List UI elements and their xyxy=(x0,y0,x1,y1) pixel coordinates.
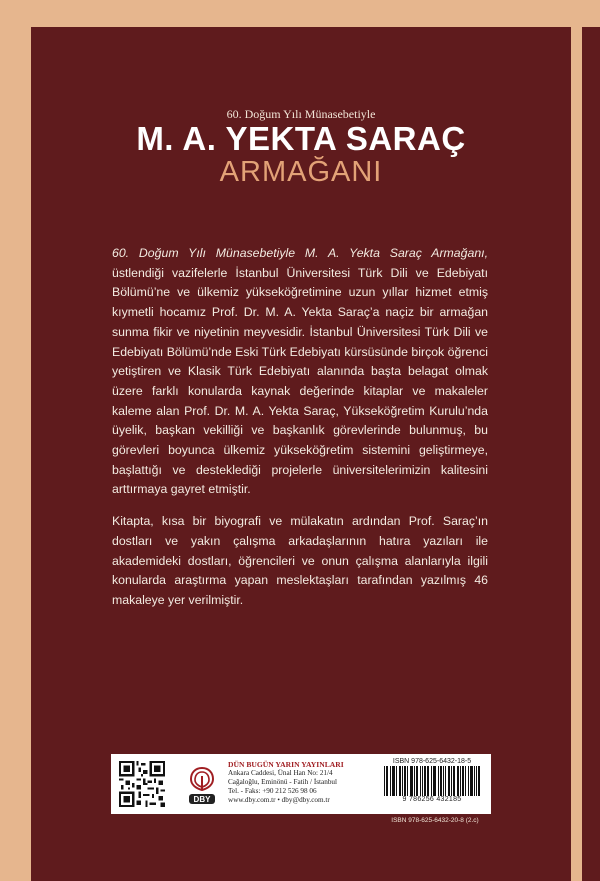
logo-text: DBY xyxy=(193,795,211,804)
book-subtitle: 60. Doğum Yılı Münasebetiyle xyxy=(226,107,376,121)
book-title: M. A. YEKTA SARAÇ xyxy=(136,120,466,157)
book-title-second-line: ARMAĞANI xyxy=(219,156,383,188)
publisher-name: DÜN BUGÜN YARIN YAYINLARI xyxy=(228,760,344,769)
paragraph-1 xyxy=(112,244,488,500)
publisher-info-box xyxy=(111,754,491,814)
isbn-barcode-area xyxy=(377,758,487,810)
barcode-icon xyxy=(384,766,480,796)
publisher-address-line-1: Ankara Caddesi, Ünal Han No: 21/4 xyxy=(228,769,333,777)
barcode-digits: 9 786256 432185 xyxy=(402,796,462,803)
secondary-isbn: ISBN 978-625-6432-20-8 (2.c) xyxy=(391,817,479,824)
publisher-phone: Tel. - Faks: +90 212 526 98 06 xyxy=(228,787,317,795)
qr-code-icon xyxy=(119,761,165,807)
back-cover-text xyxy=(112,244,488,623)
paragraph-1-italic-lead: 60. Doğum Yılı Münasebetiyle M. A. Yekta Saraç Armağanı, xyxy=(112,246,488,260)
dby-logo xyxy=(185,764,219,808)
paragraph-1-text: üstlendiği vazifelerle İstanbul Üniversitesi Türk Dili ve Edebiyatı Bölümü’ne ve ülkemiz yükseköğretimine uzun yıllar hizmet etmiş kıymetli hocamız Prof. Dr. M. A. Yekta Saraç’a naçiz bir armağan sunma fikir ve niyetinin meyvesidir. İstanbul Üniversitesi Türk Dili ve Edebiyatı Bölümü’nde Eski Türk Edebiyatı kürsüsünde birçok öğrenci yetiştiren ve Klasik Türk Edebiyatı alanında başta belagat olmak üzere farklı konularda kaynak değerinde kitaplar ve makaleler kaleme alan Prof. Dr. M. A. Yekta Saraç, Yükseköğretim Kurulu’nda üyelik, başkan vekilliği ve başkanlık görevlerinde bulunmuş, bu görevleri boyunca ülkemiz yükseköğretim sistemini geliştirmeye, başlattığı ve desteklediği projelerle üniversitelerimizin kalitesini arttırmaya gayret etmiştir. xyxy=(112,265,488,497)
paragraph-2: Kitapta, kısa bir biyografi ve mülakatın ardından Prof. Saraç’ın dostları ve yakın çalışma arkadaşlarının hatıra yazıları ile akademideki dostları, öğrencileri ve onun çalışma alanlarıyla ilgili konularda araştırma yapan meslektaşları tarafından yazılmış 46 makaleye yer verilmiştir. xyxy=(112,514,488,607)
publisher-details xyxy=(228,760,368,805)
publisher-web: www.dby.com.tr • dby@dby.com.tr xyxy=(228,796,330,804)
publisher-address-line-2: Cağaloğlu, Eminönü - Fatih / İstanbul xyxy=(228,778,337,786)
isbn-label: ISBN 978-625-6432-18-5 xyxy=(392,758,472,765)
adjacent-cover-edge xyxy=(582,27,600,881)
